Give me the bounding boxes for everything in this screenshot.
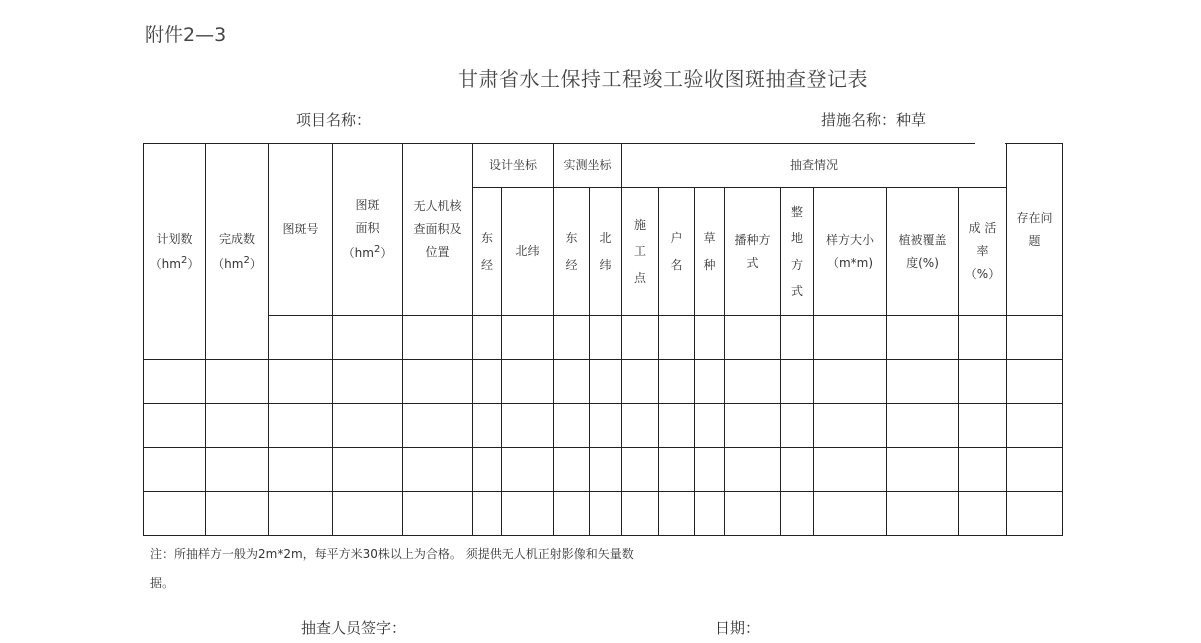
border-gap (975, 140, 1005, 146)
header-grass: 草种 (695, 188, 725, 316)
table-row (144, 448, 1063, 492)
header-inspection: 抽查情况 (622, 144, 1007, 188)
header-design-east: 东经 (473, 188, 502, 316)
table-row (144, 360, 1063, 404)
header-actual-coord: 实测坐标 (554, 144, 622, 188)
inspection-table (143, 143, 1063, 536)
header-issues: 存在问 题 (1007, 144, 1063, 316)
header-done: 完成数 $(hm^2)$ (206, 144, 269, 360)
note-line-1: 注：所抽样方一般为2m*2m，每平方米30株以上为合格。 须提供无人机正射影像和矢量数 (150, 547, 634, 561)
header-actual-north: 北纬 (590, 188, 622, 316)
header-plan: 计划数 $(hm^2)$ (144, 144, 206, 360)
header-cover: 植被覆盖 度(%) (887, 188, 959, 316)
header-design-north: 北纬 (502, 188, 554, 316)
header-prep: 整地方式 (781, 188, 814, 316)
table-row (144, 492, 1063, 536)
form-title: 甘肃省水土保持工程竣工验收图斑抽查登记表 (458, 67, 868, 91)
header-patch-area: 图斑 面积 $(hm^2)$ (333, 144, 403, 316)
header-survival: 成 活 率 （%） (959, 188, 1007, 316)
project-name-label: 项目名称： (296, 111, 372, 129)
header-sowing: 播种方 式 (725, 188, 781, 316)
header-uav-area: 无人机核 查面积及 位置 (403, 144, 473, 316)
header-sample: 样方大小 （m*m) (814, 188, 887, 316)
header-design-coord: 设计坐标 (473, 144, 554, 188)
table-row (144, 404, 1063, 448)
table-row (144, 316, 1063, 360)
measure-name-label: 措施名称：种草 (821, 111, 927, 129)
note-line-2: 据。 (150, 576, 175, 590)
header-actual-east: 东经 (554, 188, 590, 316)
date-label: 日期： (715, 619, 761, 637)
header-site: 施工点 (622, 188, 659, 316)
header-patch-no: 图斑号 (269, 144, 333, 316)
attachment-label: 附件2—3 (145, 24, 227, 46)
inspector-signature-label: 抽查人员签字： (301, 619, 407, 637)
header-household: 户名 (659, 188, 695, 316)
